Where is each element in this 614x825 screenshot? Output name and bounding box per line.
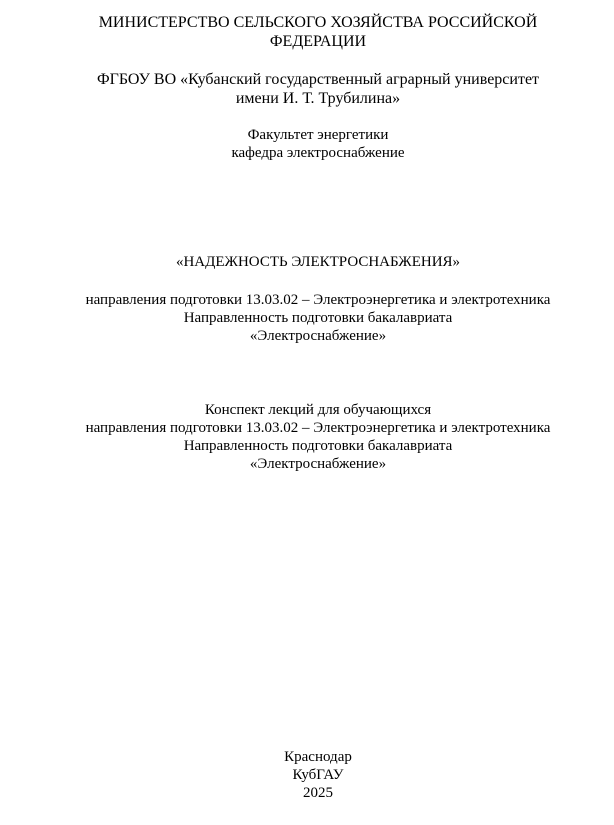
direction-line-2: Направленность подготовки бакалавриата — [183, 310, 453, 326]
ministry-line-1: МИНИСТЕРСТВО СЕЛЬСКОГО ХОЗЯЙСТВА РОССИЙСКОЙ — [98, 14, 538, 31]
footer-city: Краснодар — [284, 749, 352, 765]
direction-block — [0, 291, 614, 345]
summary-line-1: Конспект лекций для обучающихся — [204, 402, 432, 418]
faculty-name: Факультет энергетики — [247, 127, 389, 143]
university-heading — [0, 70, 614, 108]
summary-line-3: Направленность подготовки бакалавриата — [183, 438, 453, 454]
footer-year: 2025 — [303, 785, 333, 801]
university-line-1: ФГБОУ ВО «Кубанский государственный аграрный университет — [96, 71, 540, 88]
ministry-heading — [0, 13, 614, 51]
department-name: кафедра электроснабжение — [231, 145, 405, 161]
direction-line-1: направления подготовки 13.03.02 – Электроэнергетика и электротехника — [85, 292, 551, 308]
summary-block — [0, 401, 614, 473]
ministry-line-2: ФЕДЕРАЦИИ — [269, 33, 367, 50]
summary-line-2: направления подготовки 13.03.02 – Электроэнергетика и электротехника — [85, 420, 551, 436]
footer-publisher: КубГАУ — [292, 767, 344, 783]
document-title: «НАДЕЖНОСТЬ ЭЛЕКТРОСНАБЖЕНИЯ» — [175, 254, 461, 270]
university-line-2: имени И. Т. Трубилина» — [235, 90, 401, 107]
faculty-block — [0, 126, 614, 162]
document-title-block — [0, 253, 614, 271]
footer-block — [0, 748, 614, 802]
direction-line-3: «Электроснабжение» — [249, 328, 387, 344]
summary-line-4: «Электроснабжение» — [249, 456, 387, 472]
